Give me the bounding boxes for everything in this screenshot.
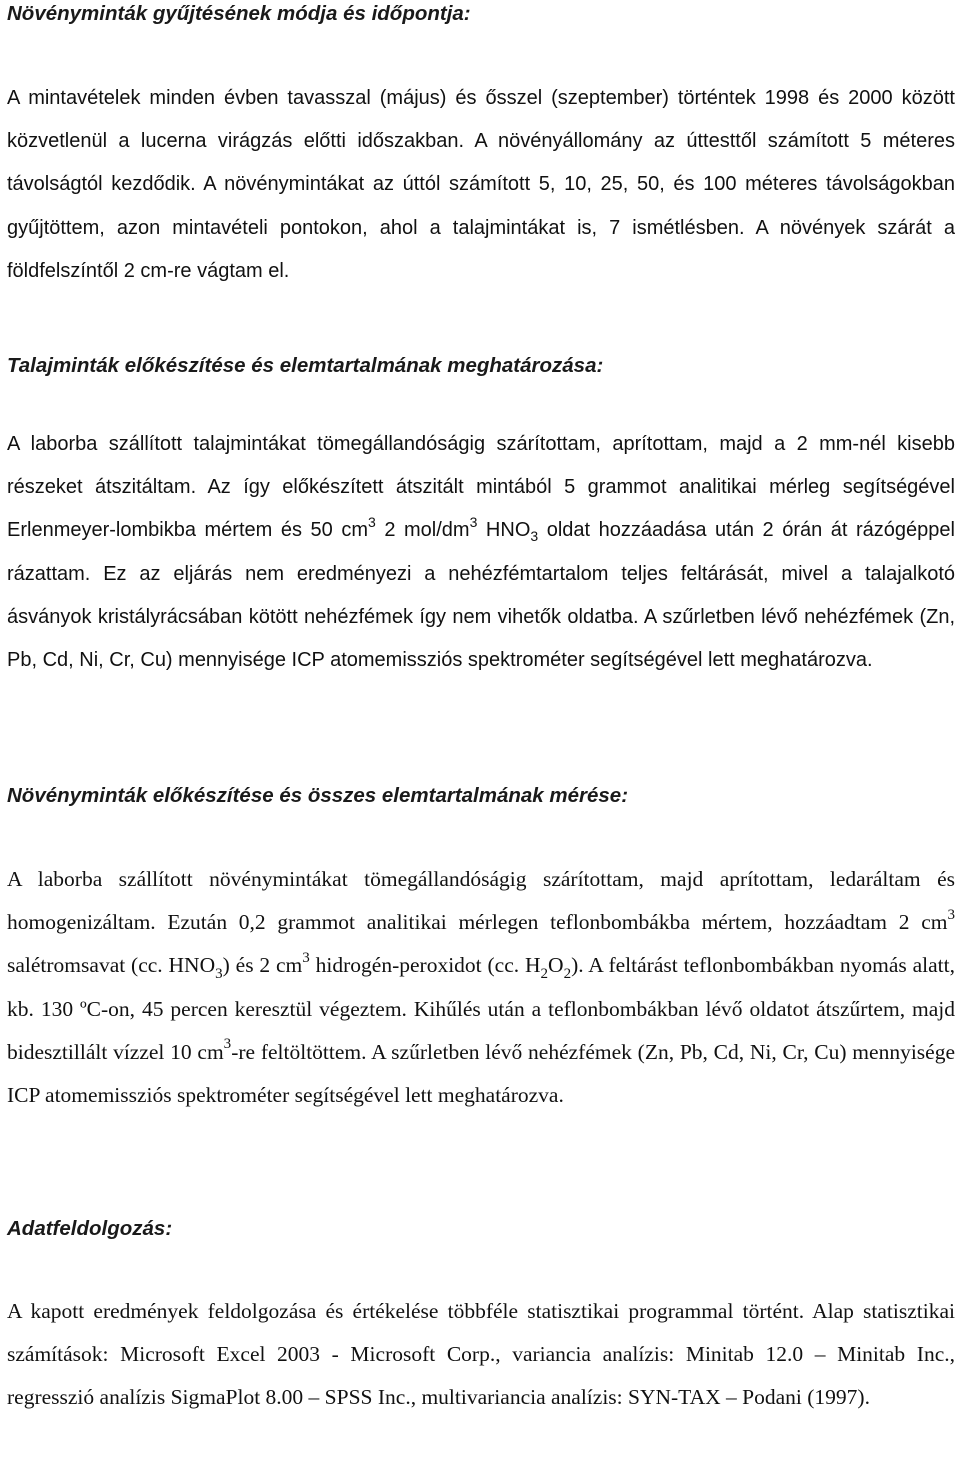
subscript: 3	[530, 528, 539, 545]
section-heading-soil-preparation: Talajminták előkészítése és elemtartalmának meghatározása:	[7, 354, 604, 377]
text-run: ) és 2 cm	[222, 953, 303, 978]
subscript: 3	[215, 965, 223, 982]
section-heading-data-processing: Adatfeldolgozás:	[7, 1217, 173, 1240]
paragraph-data-processing: A kapott eredmények feldolgozása és értékelése többféle statisztikai programmal történt. Alap statisztikai számítások: Microsoft Excel 2003 - Microsoft Corp., variancia analízis: Minitab 12.0 – Minitab Inc., regresszió analízis SigmaPlot 8.00 – SPSS Inc., multivariancia analízis: SYN-TAX – Podani (1997).	[7, 1299, 955, 1410]
subscript: 2	[563, 965, 572, 982]
text-run: -re feltöltöttem. A szűrletben lévő nehézfémek (Zn, Pb, Cd, Ni, Cr, Cu) mennyisége ICP atomemissziós spektrométer segítségével lett meghatározva.	[7, 1039, 955, 1108]
text-run: hidrogén-peroxidot (cc. H	[309, 953, 541, 978]
text-run: HNO	[477, 519, 531, 542]
paragraph-soil-preparation	[7, 423, 955, 682]
text-run: A laborba szállított talajmintákat tömegállandóságig szárítottam, aprítottam, majd a 2 mm-nél kisebb részeket átszitáltam. Az így előkészített átszitált mintából 5 grammot analitikai mérleg segítségével Erlenmeyer-lombikba mértem és 50 cm	[7, 433, 955, 542]
superscript: 3	[469, 513, 478, 530]
paragraph-plant-preparation	[7, 858, 955, 1117]
text-run: A laborba szállított növénymintákat tömegállandóságig szárítottam, majd aprítottam, ledaráltam és homogenizáltam. Ezután 0,2 grammot analitikai mérlegen teflonbombákba mértem, hozzáadtam 2 cm	[7, 867, 955, 935]
superscript: 3	[947, 906, 955, 923]
paragraph-plant-sampling: A mintavételek minden évben tavasszal (május) és ősszel (szeptember) történtek 1998 és 2000 között közvetlenül a lucerna virágzás előtti időszakban. A növényállomány az úttesttől számított 5 méteres távolságtól kezdődik. A növénymintákat az úttól számított 5, 10, 25, 50, és 100 méteres távolságokban gyűjtöttem, azon mintavételi pontokon, ahol a talajmintákat is, 7 ismétlésben. A növények szárát a földfelszíntől 2 cm-re vágtam el.	[7, 87, 955, 282]
superscript: 3	[223, 1036, 232, 1053]
subscript: 2	[540, 965, 549, 982]
superscript: 3	[367, 513, 376, 530]
text-run: oldat hozzáadása után 2 órán át rázógéppel rázattam. Ez az eljárás nem eredményezi a nehézfémtartalom teljes feltárását, mivel a talajalkotó ásványok kristályrácsában kötött nehézfémek így nem vihetők oldatba. A szűrletben lévő nehézfémek (Zn, Pb, Cd, Ni, Cr, Cu) mennyisége ICP atomemissziós spektrométer segítségével lett meghatározva.	[7, 519, 955, 672]
text-run: O	[548, 953, 564, 978]
section-heading-plant-sampling: Növényminták gyűjtésének módja és időpontja:	[7, 2, 471, 25]
superscript: 3	[302, 950, 310, 966]
section-heading-plant-preparation: Növényminták előkészítése és összes elemtartalmának mérése:	[7, 784, 629, 807]
text-run: salétromsavat (cc. HNO	[7, 953, 216, 978]
text-run: 2 mol/dm	[375, 519, 470, 542]
text-run: ). A feltárást teflonbombákban nyomás alatt, kb. 130 ºC-on, 45 percen keresztül végeztem. Kihűlés után a teflonbombákban lévő oldatot átszűrtem, majd bidesztillált vízzel 10 cm	[7, 953, 955, 1064]
